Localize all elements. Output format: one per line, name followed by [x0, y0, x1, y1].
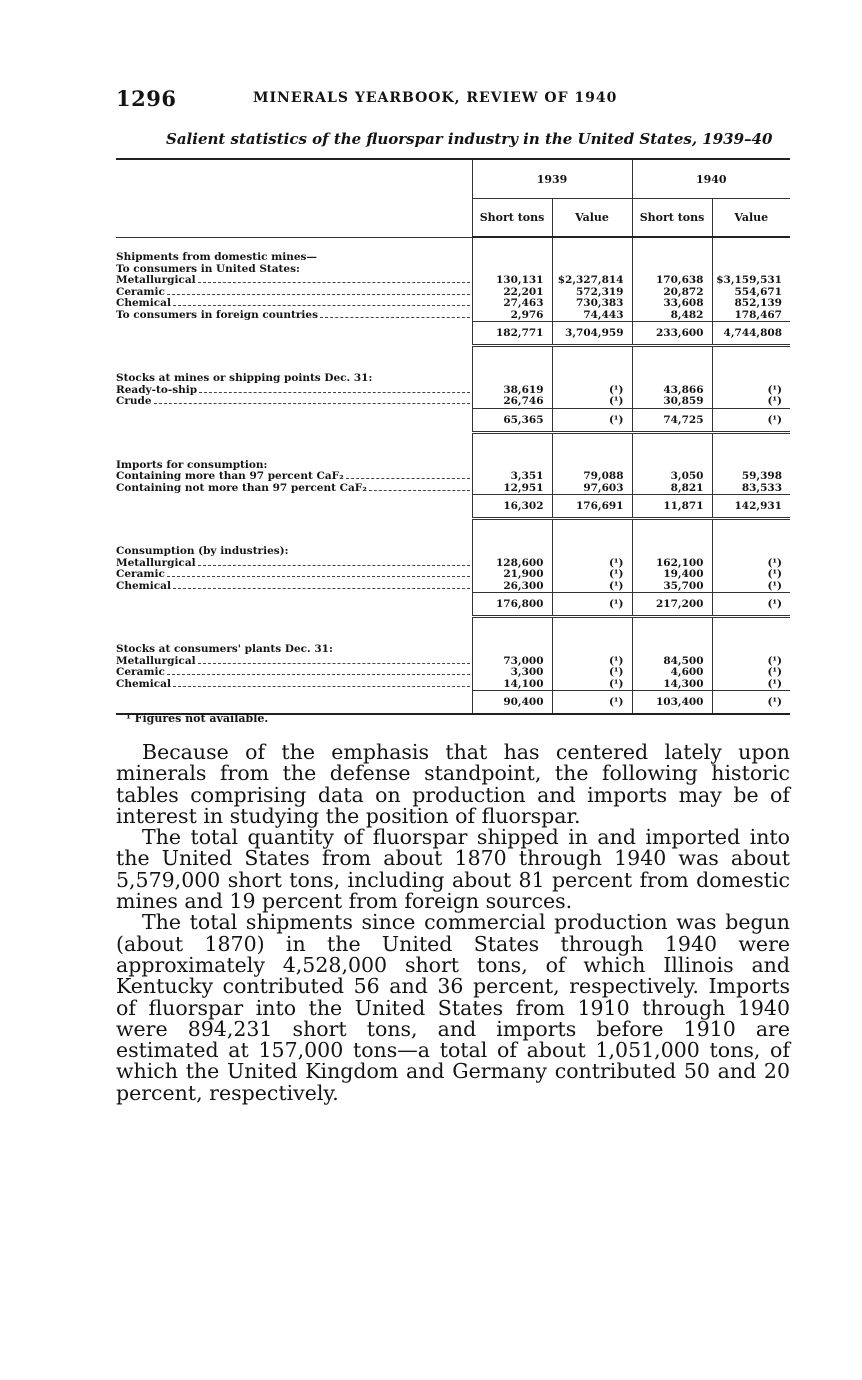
empty-cell: [472, 617, 552, 631]
section-heading-row: [116, 546, 790, 558]
row-label: Ceramic: [116, 287, 472, 299]
table-row: [116, 667, 790, 679]
empty-cell: [116, 446, 472, 460]
paragraph: The total quantity of fluorspar shipped in and imported into the United States from about 1870 through 1940 was about 5,579,000 short tons, including about 81 percent from domestic mines and 19 percent from foreign sources.: [116, 825, 790, 914]
value-cell: 97,603: [552, 483, 632, 495]
page-header: [116, 86, 790, 110]
total-cell: 142,931: [712, 495, 790, 519]
row-label: Ready-to-ship: [116, 385, 472, 397]
empty-cell: [712, 252, 790, 264]
unit-header-short-tons: Short tons: [472, 199, 552, 238]
total-row: [116, 322, 790, 346]
empty-cell: [632, 237, 712, 252]
empty-cell: [116, 432, 472, 446]
row-label-cell: [116, 679, 472, 691]
total-cell: 217,200: [632, 593, 712, 617]
value-cell: (¹): [712, 656, 790, 668]
value-cell: (¹): [712, 385, 790, 397]
row-label: Ceramic: [116, 569, 472, 581]
empty-cell: [712, 644, 790, 656]
empty-cell: [632, 617, 712, 631]
section-heading: Shipments from domestic mines—: [116, 251, 317, 263]
row-label: Metallurgical: [116, 275, 472, 287]
total-cell: (¹): [552, 593, 632, 617]
value-cell: (¹): [712, 679, 790, 691]
total-cell: 11,871: [632, 495, 712, 519]
empty-cell: [552, 519, 632, 533]
table-row: [116, 310, 790, 322]
section-heading: Consumption (by industries):: [116, 545, 289, 557]
value-cell: (¹): [552, 656, 632, 668]
statistics-table: [116, 158, 790, 715]
total-cell: (¹): [552, 408, 632, 432]
value-cell: 33,608: [632, 298, 712, 310]
table-body: [116, 237, 790, 714]
total-cell: (¹): [552, 691, 632, 715]
value-cell: 27,463: [472, 298, 552, 310]
page-number: 1296: [116, 86, 177, 111]
value-cell: (¹): [552, 569, 632, 581]
total-row: [116, 593, 790, 617]
unit-header-value: Value: [712, 199, 790, 238]
empty-cell: [116, 630, 472, 644]
row-label: To consumers in foreign countries: [116, 310, 472, 322]
total-cell: 74,725: [632, 408, 712, 432]
value-cell: 74,443: [552, 310, 632, 322]
value-cell: 852,139: [712, 298, 790, 310]
empty-cell: [552, 446, 632, 460]
section-heading-row: [116, 252, 790, 264]
separator-row: [116, 519, 790, 533]
row-label: Containing more than 97 percent CaF₂: [116, 471, 472, 483]
table-row: [116, 396, 790, 408]
empty-cell: [552, 617, 632, 631]
paragraph: Because of the emphasis that has centered lately upon minerals from the defense standpoint, the following historic tables comprising data on production and imports may be of interest in studying the position of fluorspar.: [116, 740, 790, 828]
section-heading-row: [116, 373, 790, 385]
empty-cell: [116, 691, 472, 715]
empty-cell: [712, 373, 790, 385]
value-cell: 4,600: [632, 667, 712, 679]
empty-cell: [116, 346, 472, 360]
total-cell: 176,691: [552, 495, 632, 519]
row-label: Chemical: [116, 298, 472, 310]
table-row: [116, 298, 790, 310]
value-cell: 38,619: [472, 385, 552, 397]
empty-cell: [552, 432, 632, 446]
empty-cell: [116, 408, 472, 432]
empty-cell: [632, 644, 712, 656]
table-row: [116, 471, 790, 483]
empty-cell: [712, 346, 790, 360]
empty-cell: [552, 359, 632, 373]
empty-cell: [472, 446, 552, 460]
empty-cell: [472, 346, 552, 360]
empty-cell: [472, 630, 552, 644]
value-cell: 73,000: [472, 656, 552, 668]
empty-cell: [472, 359, 552, 373]
year-header-1939: 1939: [472, 159, 632, 199]
row-label-cell: [116, 656, 472, 668]
row-label: Metallurgical: [116, 558, 472, 570]
total-cell: 16,302: [472, 495, 552, 519]
empty-cell: [116, 322, 472, 346]
value-cell: $2,327,814: [552, 275, 632, 287]
section-heading: Stocks at mines or shipping points Dec. 31:: [116, 372, 373, 384]
total-cell: (¹): [712, 408, 790, 432]
row-label: Chemical: [116, 581, 472, 593]
value-cell: 3,050: [632, 471, 712, 483]
value-cell: 572,319: [552, 287, 632, 299]
empty-cell: [552, 252, 632, 264]
value-cell: 22,201: [472, 287, 552, 299]
value-cell: 35,700: [632, 581, 712, 593]
spacer-row: [116, 630, 790, 644]
value-cell: 162,100: [632, 558, 712, 570]
table-row: [116, 679, 790, 691]
year-header-1940: 1940: [632, 159, 790, 199]
value-cell: (¹): [552, 558, 632, 570]
value-cell: (¹): [552, 581, 632, 593]
total-cell: (¹): [712, 593, 790, 617]
total-cell: (¹): [712, 691, 790, 715]
section-heading: Stocks at consumers' plants Dec. 31:: [116, 643, 333, 655]
value-cell: 83,533: [712, 483, 790, 495]
empty-cell: [552, 546, 632, 558]
value-cell: (¹): [552, 396, 632, 408]
value-cell: 130,131: [472, 275, 552, 287]
value-cell: 730,383: [552, 298, 632, 310]
empty-cell: [632, 630, 712, 644]
empty-cell: [632, 519, 712, 533]
empty-cell: [472, 373, 552, 385]
empty-cell: [552, 373, 632, 385]
row-label-cell: [116, 298, 472, 310]
row-label-cell: [116, 667, 472, 679]
value-cell: 79,088: [552, 471, 632, 483]
empty-cell: [472, 519, 552, 533]
value-cell: 14,100: [472, 679, 552, 691]
value-cell: 12,951: [472, 483, 552, 495]
total-cell: 182,771: [472, 322, 552, 346]
empty-cell: [712, 630, 790, 644]
row-label: Containing not more than 97 percent CaF₂: [116, 483, 472, 495]
value-cell: (¹): [712, 581, 790, 593]
value-cell: 178,467: [712, 310, 790, 322]
paragraph: The total shipments since commercial production was begun (about 1870) in the United States through 1940 were approximately 4,528,000 short tons, of which Illinois and Kentucky contributed 56 and 36 percent, respectively. Imports of fluorspar into the United States from 1910 through 1940 were 894,231 short tons, and imports before 1910 are estimated at 157,000 tons—a total of about 1,051,000 tons, of which the United Kingdom and Germany contributed 50 and 20 percent, respectively.: [116, 910, 790, 1105]
empty-cell: [116, 495, 472, 519]
empty-cell: [552, 644, 632, 656]
empty-cell: [116, 593, 472, 617]
value-cell: $3,159,531: [712, 275, 790, 287]
value-cell: 30,859: [632, 396, 712, 408]
value-cell: (¹): [712, 667, 790, 679]
row-label: Crude: [116, 396, 472, 408]
empty-cell: [116, 519, 472, 533]
total-cell: 90,400: [472, 691, 552, 715]
value-cell: 8,821: [632, 483, 712, 495]
empty-cell: [472, 532, 552, 546]
section-heading: Imports for consumption:: [116, 458, 268, 471]
value-cell: 2,976: [472, 310, 552, 322]
value-cell: 3,300: [472, 667, 552, 679]
row-label-cell: [116, 581, 472, 593]
total-cell: 176,800: [472, 593, 552, 617]
value-cell: 21,900: [472, 569, 552, 581]
value-cell: (¹): [552, 385, 632, 397]
value-cell: (¹): [552, 679, 632, 691]
empty-cell: [552, 346, 632, 360]
row-label-cell: [116, 569, 472, 581]
row-label-cell: [116, 396, 472, 408]
value-cell: 59,398: [712, 471, 790, 483]
empty-cell: [712, 617, 790, 631]
empty-cell: [712, 519, 790, 533]
total-cell: 3,704,959: [552, 322, 632, 346]
unit-header-short-tons: Short tons: [632, 199, 712, 238]
spacer-row: [116, 237, 790, 252]
empty-cell: [472, 237, 552, 252]
row-label-cell: [116, 483, 472, 495]
table-row: [116, 483, 790, 495]
value-cell: 26,300: [472, 581, 552, 593]
empty-cell: [712, 359, 790, 373]
empty-cell: [712, 237, 790, 252]
value-cell: (¹): [552, 667, 632, 679]
empty-cell: [632, 346, 712, 360]
table-title: Salient statistics of the fluorspar industry in the United States, 1939–40: [166, 130, 773, 148]
running-head: MINERALS YEARBOOK, REVIEW OF 1940: [253, 90, 618, 106]
empty-cell: [632, 432, 712, 446]
footnote: ¹ Figures not available.: [126, 712, 269, 725]
row-label: Chemical: [116, 679, 472, 691]
value-cell: (¹): [712, 396, 790, 408]
spacer-row: [116, 532, 790, 546]
table-row: [116, 275, 790, 287]
value-cell: 19,400: [632, 569, 712, 581]
empty-cell: [632, 252, 712, 264]
value-cell: 20,872: [632, 287, 712, 299]
total-cell: 233,600: [632, 322, 712, 346]
value-cell: 554,671: [712, 287, 790, 299]
row-label: Ceramic: [116, 667, 472, 679]
row-label-cell: [116, 558, 472, 570]
table-row: [116, 569, 790, 581]
section-heading-row: [116, 644, 790, 656]
empty-cell: [552, 237, 632, 252]
total-cell: 65,365: [472, 408, 552, 432]
empty-cell: [632, 359, 712, 373]
spacer-row: [116, 359, 790, 373]
total-cell: 103,400: [632, 691, 712, 715]
empty-cell: [472, 546, 552, 558]
empty-cell: [116, 237, 472, 252]
row-label-cell: [116, 310, 472, 322]
empty-cell: [472, 252, 552, 264]
empty-cell: [712, 532, 790, 546]
value-cell: (¹): [712, 558, 790, 570]
empty-cell: [116, 532, 472, 546]
value-cell: 43,866: [632, 385, 712, 397]
value-cell: (¹): [712, 569, 790, 581]
stub-header: [116, 159, 472, 237]
empty-cell: [712, 546, 790, 558]
total-row: [116, 495, 790, 519]
value-cell: 170,638: [632, 275, 712, 287]
empty-cell: [472, 432, 552, 446]
empty-cell: [632, 546, 712, 558]
section-subheading: To consumers in United States:: [116, 262, 300, 275]
value-cell: 128,600: [472, 558, 552, 570]
value-cell: 84,500: [632, 656, 712, 668]
row-label-cell: [116, 275, 472, 287]
unit-header-value: Value: [552, 199, 632, 238]
empty-cell: [116, 359, 472, 373]
row-label-cell: [116, 385, 472, 397]
empty-cell: [552, 532, 632, 546]
row-label-cell: [116, 471, 472, 483]
value-cell: 26,746: [472, 396, 552, 408]
body-text: [116, 742, 790, 1104]
empty-cell: [472, 644, 552, 656]
empty-cell: [632, 532, 712, 546]
value-cell: 14,300: [632, 679, 712, 691]
empty-cell: [552, 630, 632, 644]
empty-cell: [712, 446, 790, 460]
table-row: [116, 581, 790, 593]
total-row: [116, 408, 790, 432]
empty-cell: [632, 446, 712, 460]
separator-row: [116, 346, 790, 360]
spacer-row: [116, 446, 790, 460]
empty-cell: [712, 432, 790, 446]
value-cell: 3,351: [472, 471, 552, 483]
value-cell: 8,482: [632, 310, 712, 322]
total-row: [116, 691, 790, 715]
empty-cell: [632, 373, 712, 385]
empty-cell: [116, 617, 472, 631]
total-cell: 4,744,808: [712, 322, 790, 346]
row-label: Metallurgical: [116, 656, 472, 668]
separator-row: [116, 617, 790, 631]
separator-row: [116, 432, 790, 446]
